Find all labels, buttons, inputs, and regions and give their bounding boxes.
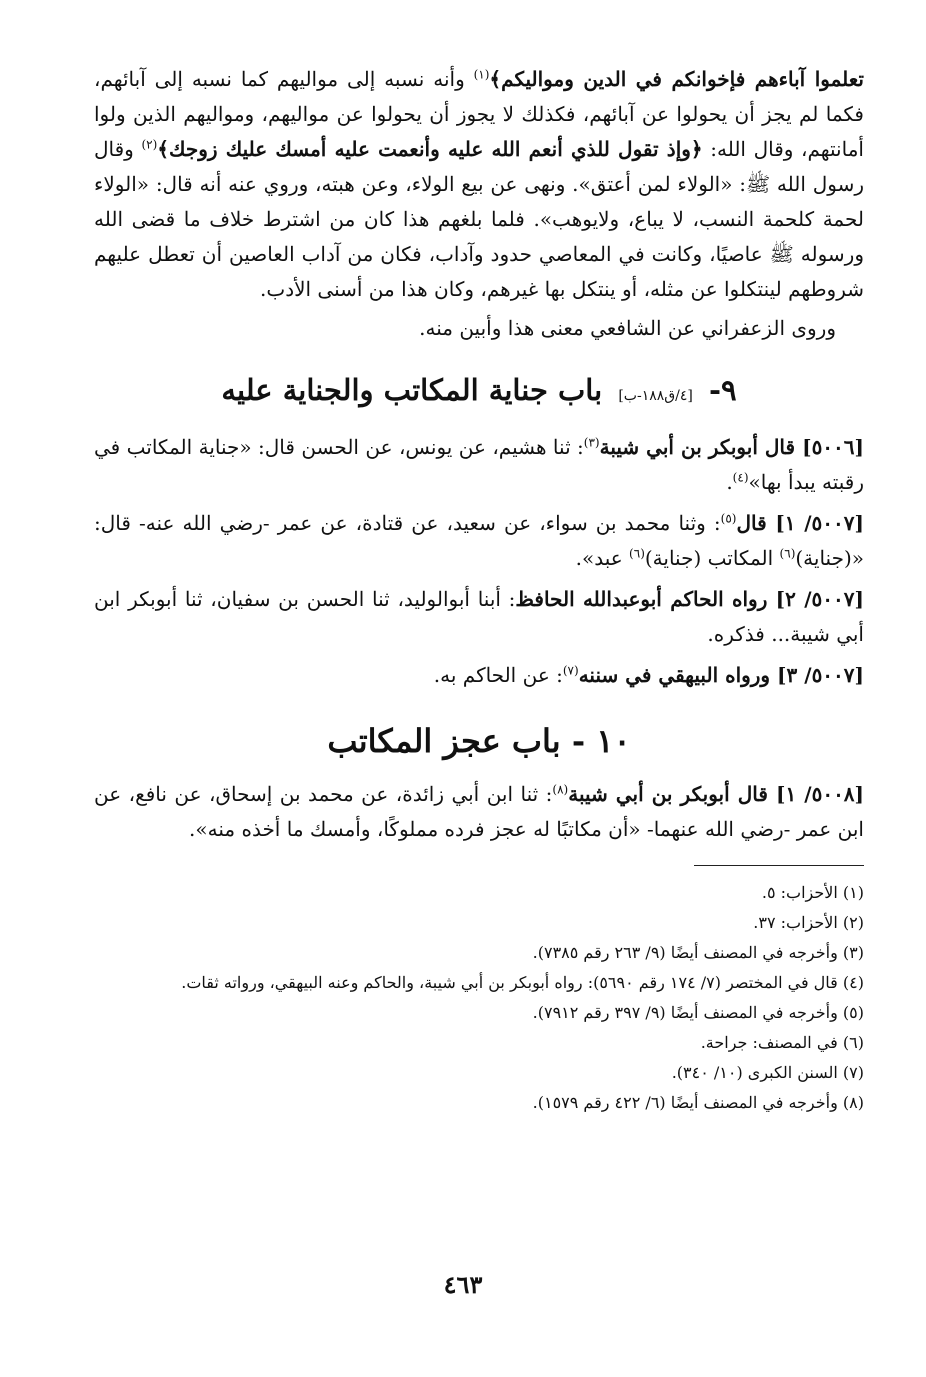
quran-quote-1: تعلموا آباءهم فإخوانكم في الدين ومواليكم (501, 67, 864, 91)
entry-5007-2 (94, 582, 864, 652)
footnote-marker: (٥) (720, 511, 737, 526)
entry-text-end: . (726, 470, 733, 494)
footnote-marker: (٢) (141, 137, 158, 152)
footnote-item: (٧) السنن الكبرى (١٠/ ٣٤٠). (671, 1063, 864, 1082)
entry-head: [٥٠٠٨/ ١] قال أبوبكر بن أبي شيبة (568, 782, 865, 806)
entry-head: [٥٠٠٧/ ٣] ورواه البيهقي في سننه (578, 663, 864, 687)
footnote-item: (٤) قال في المختصر (٧/ ١٧٤ رقم ٥٦٩٠): رواه أبوبكر بن أبي شيبة، والحاكم وعنه البيهقي، ورواته ثقات. (181, 973, 864, 992)
entry-text: : عن الحاكم به. (433, 663, 563, 687)
entry-head: [٥٠٠٦] قال أبوبكر بن أبي شيبة (599, 435, 864, 459)
footnote-marker: (٧) (562, 663, 579, 678)
entry-text: : أبنا أبوالوليد، ثنا الحسن بن سفيان، ثنا أبوبكر ابن أبي شيبة... فذكره. (94, 587, 864, 646)
chapter-9-heading (94, 368, 864, 418)
entry-head: [٥٠٠٧/ ١] قال (736, 511, 864, 535)
footnote-marker: (٦) (629, 546, 645, 561)
chapter-9-number: ٩- (708, 373, 737, 407)
page-body (94, 62, 864, 1118)
chapter-9-title: باب جناية المكاتب والجناية عليه (221, 373, 603, 407)
entry-5008-1 (94, 777, 864, 847)
chapter-10-heading: ١٠ - باب عجز المكاتب (327, 722, 631, 760)
za-farani-paragraph: وروى الزعفراني عن الشافعي معنى هذا وأبين منه. (419, 316, 836, 340)
footnote-marker: (٤) (732, 470, 749, 485)
entry-text: المكاتب (جناية) (644, 546, 780, 570)
opening-paragraph: تعلموا آباءهم فإخوانكم في الدين ومواليكم﴾$^{(١)}$ وأنه نسبه إلى مواليهم كما نسبه إلى آبائهم، فكما لم يجز أن يحولوا عن آبائهم، فكذلك لا يجوز أن يحولوا عن مواليهم، ومواليهم الذين ولوا أمانتهم، وقال الله: ﴿وإذ تقول للذي أنعم الله عليه وأنعمت عليه أمسك عليك زوجك﴾$^{(٢)}$ وقال رسول الله ﷺ: «الولاء لمن أعتق». ونهى عن بيع الولاء، وعن هبته، وروي عنه أنه قال: «الولاء لحمة كلحمة النسب، لا يباع، ولايوهب». فلما بلغهم هذا كان من اشترط خلاف ما قضى الله ورسوله ﷺ عاصيًا، وكانت في المعاصي حدود وآداب، فكان من آداب العاصين أن تعطل عليهم شروطهم لينتكلوا عن مثله، أو ينتكل بها غيرهم، وكان هذا من أسنى الأدب. (94, 67, 864, 301)
entry-text: : ثنا هشيم، عن يونس، عن الحسن قال: «جناية المكاتب في رقبته يبدأ بها» (94, 435, 864, 494)
footnotes-list (94, 878, 864, 1118)
entry-5006 (94, 430, 864, 500)
footnote-divider (694, 865, 864, 866)
footnote-item: (٢) الأحزاب: ٣٧. (753, 913, 864, 932)
body-text: وأنه نسبه إلى مواليهم كما نسبه إلى آبائهم، فكما لم يجز أن يحولوا عن آبائهم، فكذلك لا يجوز أن يحولوا عن مواليهم، ومواليهم الذين ولوا أمانتهم، وقال الله: (94, 67, 864, 161)
entry-5007-3 (94, 658, 864, 693)
entry-text: : وثنا محمد بن سواء، عن سعيد، عن قتادة، عن عمر -رضي الله عنه- قال: «(جناية) (94, 511, 864, 570)
footnote-item: (٥) وأخرجه في المصنف أيضًا (٩/ ٣٩٧ رقم ٧٩١٢). (532, 1003, 864, 1022)
page-number: ٤٦٣ (443, 1270, 483, 1299)
manuscript-ref: [٤/ق١٨٨-ب] (618, 388, 693, 404)
footnote-item: (٣) وأخرجه في المصنف أيضًا (٩/ ٢٦٣ رقم ٧٣٨٥). (532, 943, 864, 962)
entry-text-end: عبد». (575, 546, 630, 570)
body-text: وقال رسول الله ﷺ: «الولاء لمن أعتق». ونهى عن بيع الولاء، وعن هبته، وروي عنه أنه قال: «الولاء لحمة كلحمة النسب، لا يباع، ولايوهب». فلما بلغهم هذا كان من اشترط خلاف ما قضى الله ورسوله ﷺ عاصيًا، وكانت في المعاصي حدود وآداب، فكان من آداب العاصين أن تعطل عليهم شروطهم لينتكلوا عن مثله، أو ينتكل بها غيرهم، وكان هذا من أسنى الأدب. (94, 137, 864, 301)
footnote-item: (٦) في المصنف: جراحة. (700, 1033, 864, 1052)
footnote-marker: (١) (473, 67, 490, 82)
entry-head: [٥٠٠٧/ ٢] رواه الحاكم أبوعبدالله الحافظ (515, 587, 864, 611)
footnote-marker: (٦) (779, 546, 796, 561)
entry-5007-1 (94, 506, 864, 576)
quran-quote-2: ﴿وإذ تقول للذي أنعم الله عليه وأنعمت عليه أمسك عليك زوجك﴾ (157, 137, 703, 161)
footnote-item: (٨) وأخرجه في المصنف أيضًا (٦/ ٤٢٢ رقم ١٥٧٩). (532, 1093, 864, 1112)
footnote-item: (١) الأحزاب: ٥. (761, 883, 864, 902)
footnote-marker: (٣) (583, 435, 600, 450)
footnote-marker: (٨) (552, 782, 569, 797)
entry-text: : ثنا ابن أبي زائدة، عن محمد بن إسحاق، عن نافع، عن ابن عمر -رضي الله عنهما- «أن مكاتبًا له عجز فرده مملوكًا، وأمسك ما أخذه منه». (94, 782, 864, 841)
